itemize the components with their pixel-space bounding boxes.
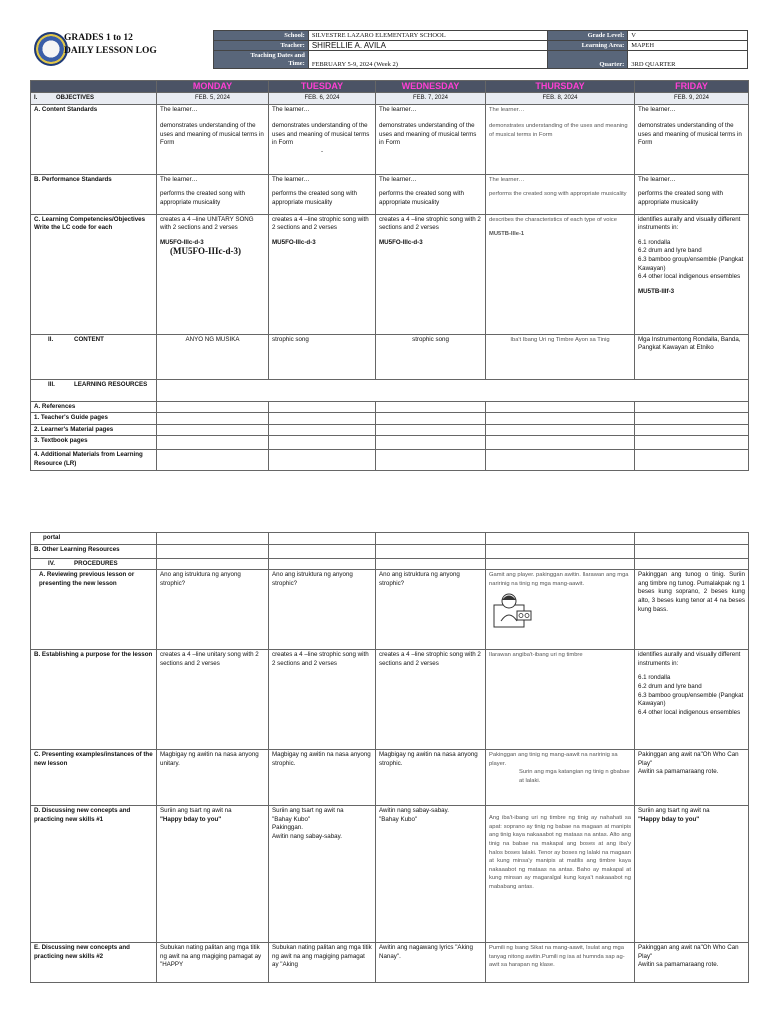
- tg-pages-label: 1. Teacher's Guide pages: [31, 413, 157, 425]
- proc-b-fri-item: 6.2 drum and lyre band: [638, 682, 702, 690]
- comp-mon-code-big: (MU5FO-IIIc-d-3): [170, 246, 241, 257]
- proc-e-tue: Subukan nating palitan ang mga titik ng awit na ang magiging pamagat ay "Aking: [269, 943, 376, 983]
- proc-a-thu-text: Gamit ang player. pakinggan awitin. Ilarawan ang mga naririnig na tinig ng mga mang-aawit.: [489, 572, 629, 587]
- perf-std-fri: [635, 174, 749, 214]
- proc-d-tue-line3: Pakinggan.: [272, 824, 303, 832]
- comp-mon-code: MU5FO-IIIc-d-3: [160, 238, 204, 246]
- objectives-label: OBJECTIVES: [56, 95, 95, 101]
- content-std-mon: [157, 104, 269, 174]
- dates-label-line2: Time:: [288, 59, 305, 67]
- proc-a-thu: [486, 570, 635, 650]
- date-tuesday: FEB. 6, 2024: [269, 93, 376, 105]
- ps-wed-intro: The learner…: [379, 175, 417, 183]
- grade-label: Grade Level:: [548, 31, 628, 41]
- title-line-2: DAILY LESSON LOG: [64, 46, 157, 56]
- proc-b-thu: Ilarawan angiba't-ibang uri ng timbre: [486, 650, 635, 750]
- content-mon: ANYO NG MUSIKA: [157, 334, 269, 379]
- content-std-wed: [376, 104, 486, 174]
- header: [30, 30, 748, 70]
- comp-fri-item: 6.4 other local indigenous ensembles: [638, 273, 741, 281]
- proc-b-fri-item: 6.3 bamboo group/ensemble (Pangkat Kawayan): [638, 691, 744, 708]
- dates-label: [214, 51, 309, 69]
- proc-b-wed: creates a 4 –line strophic song with 2 sections and 2 verses: [376, 650, 486, 750]
- proc-b-fri: [635, 650, 749, 750]
- lm-pages-label: 2. Learner's Material pages: [31, 424, 157, 436]
- perf-std-tue: [269, 174, 376, 214]
- content-num: II.: [48, 335, 54, 343]
- date-friday: FEB. 9, 2024: [635, 93, 749, 105]
- cs-thu-text: demonstrates understanding of the uses and meaning of musical terms in Form: [489, 123, 628, 138]
- dates-label-line1: Teaching Dates and: [250, 51, 305, 59]
- lesson-table-2: [30, 532, 749, 983]
- proc-d-mon-line1: Suriin ang tsart ng awit na: [160, 807, 232, 815]
- proc-d-fri-song: "Happy bday to you": [638, 815, 700, 823]
- proc-c-fri-line2: Awitin sa pamamaraang rote.: [638, 768, 719, 776]
- cs-wed-text: demonstrates understanding of the uses and meaning of musical terms in Form: [379, 122, 477, 147]
- ps-mon-intro: The learner…: [160, 175, 198, 183]
- area-value: MAPEH: [628, 41, 748, 51]
- lesson-table-1: [30, 80, 749, 471]
- content-thu: Iba't Ibang Uri ng Timbre Ayon sa Tinig: [486, 334, 635, 379]
- proc-a-tue: Ano ang istruktura ng anyong strophic?: [269, 570, 376, 650]
- perf-std-wed: [376, 174, 486, 214]
- proc-e-wed: Awitin ang nagawang lyrics "Aking Nanay".: [376, 943, 486, 983]
- date-thursday: FEB. 8, 2024: [486, 93, 635, 105]
- content-wed: strophic song: [376, 334, 486, 379]
- lesson-log-page-2: [30, 532, 748, 983]
- ps-fri-intro: The learner…: [638, 175, 676, 183]
- proc-b-label: B. Establishing a purpose for the lesson: [31, 650, 157, 750]
- cs-wed-intro: The learner…: [379, 105, 417, 113]
- cs-thu-intro: The learner…: [489, 106, 525, 113]
- proc-b-fri-text: identifies aurally and visually different instruments in:: [638, 651, 741, 667]
- proc-e-label: E. Discussing new concepts and practicing new skills #2: [31, 943, 157, 983]
- proc-d-fri-line1: Suriin ang tsart ng awit na: [638, 807, 710, 815]
- document-title: [64, 32, 157, 58]
- comp-wed-code: MU5FO-IIIc-d-3: [379, 238, 423, 246]
- day-wednesday: WEDNESDAY: [376, 81, 486, 93]
- proc-a-fri: Pakinggan ang tunog o tinig. Suriin ang timbre ng tunog. Pumalakpak ng 1 beses kung soprano, 2 beses kung alto, 3 beses kung tenor at 4 na beses kung bass.: [635, 570, 749, 650]
- teacher-value: SHIRELLIE A. AVILA: [308, 41, 548, 51]
- content-standards-label: A. Content Standards: [31, 104, 157, 174]
- procedures-num: IV.: [48, 559, 55, 567]
- proc-d-thu: Ang iba't-ibang uri ng timbre ng tinig ay nahahati sa apat: soprano ay tinig ng babae na magaan at manipis ang tinig kaya nakaaabot ng mataas na antas. Alto ang tinig na babae na makapal ang boses at ang iba'y halos boses lalaki. Tenor ay boses ng lalaki na magaan at kung minsa'y manipis at matilis ang timbre kaya nakaaabot ng mataas na antas. Baho ay makapal at kung minsan ay magaralgal kung kaya't nakaaabot ng mababang antas.: [486, 806, 635, 943]
- date-wednesday: FEB. 7, 2024: [376, 93, 486, 105]
- cs-tue-intro: The learner…: [272, 105, 310, 113]
- cs-fri-intro: The learner…: [638, 105, 676, 113]
- proc-c-wed: Magbigay ng awitin na nasa anyong strophic.: [376, 750, 486, 806]
- proc-d-fri: [635, 806, 749, 943]
- ps-fri-text: performs the created song with appropriate musicality: [638, 190, 723, 206]
- resources-label: LEARNING RESOURCES: [74, 380, 148, 388]
- date-monday: FEB. 5, 2024: [157, 93, 269, 105]
- content-fri: Mga Instrumentong Rondalla, Banda, Pangkat Kawayan at Etniko: [635, 334, 749, 379]
- resources-num: III.: [48, 380, 55, 388]
- proc-d-mon: [157, 806, 269, 943]
- proc-e-fri-line1: Pakinggan ang awit na"Oh Who Can Play": [638, 944, 739, 960]
- references-label: A. References: [31, 401, 157, 413]
- proc-c-mon: Magbigay ng awitin na nasa anyong unitary.: [157, 750, 269, 806]
- procedures-label: PROCEDURES: [74, 559, 118, 567]
- comp-fri-item: 6.1 rondalla: [638, 238, 671, 246]
- ps-mon-text: performs the created song with appropriate musicality: [160, 190, 245, 206]
- proc-a-mon: Ano ang istruktura ng anyong strophic?: [157, 570, 269, 650]
- proc-d-mon-song: "Happy bday to you": [160, 815, 222, 823]
- dates-value: FEBRUARY 5-9, 2024 (Week 2): [308, 51, 548, 69]
- cs-tue-mark: -: [320, 147, 324, 155]
- school-label: School:: [214, 31, 309, 41]
- proc-c-label: C. Presenting examples/instances of the new lesson: [31, 750, 157, 806]
- portal-label: portal: [31, 533, 157, 545]
- deped-seal-icon: [34, 32, 68, 66]
- content-tue: strophic song: [269, 334, 376, 379]
- comp-fri-code: MU5TB-IIIf-3: [638, 287, 675, 295]
- proc-c-thu-line2: Surin ang mga katangian ng tinig n gbabae at lalaki.: [519, 769, 630, 784]
- day-tuesday: TUESDAY: [269, 81, 376, 93]
- cs-tue-text: demonstrates understanding of the uses and meaning of musical terms in Form: [272, 122, 370, 147]
- comp-fri-text: identifies aurally and visually different instruments in:: [638, 215, 741, 232]
- perf-std-thu: [486, 174, 635, 214]
- student-listening-illustration: [493, 591, 533, 629]
- proc-d-tue-line4: Awitin nang sabay-sabay.: [272, 832, 342, 840]
- school-value: SILVESTRE LAZARO ELEMENTARY SCHOOL: [308, 31, 548, 41]
- comp-tue-code: MU5FO-IIIc-d-3: [272, 238, 316, 246]
- proc-e-fri: [635, 943, 749, 983]
- title-line-1: GRADES 1 to 12: [64, 33, 133, 43]
- other-resources-label: B. Other Learning Resources: [31, 544, 157, 558]
- proc-d-tue: [269, 806, 376, 943]
- proc-c-fri-line1: Pakinggan ang awit na"Oh Who Can Play": [638, 751, 739, 767]
- content-std-fri: [635, 104, 749, 174]
- day-thursday: THURSDAY: [486, 81, 635, 93]
- comp-wed: [376, 214, 486, 334]
- proc-c-tue: Magbigay ng awitin na nasa anyong strophic.: [269, 750, 376, 806]
- lesson-log-page-1: [30, 80, 748, 471]
- proc-a-wed: Ano ang istruktura ng anyong strophic?: [376, 570, 486, 650]
- comp-fri: [635, 214, 749, 334]
- perf-std-mon: [157, 174, 269, 214]
- textbook-pages-label: 3. Textbook pages: [31, 436, 157, 450]
- ps-wed-text: performs the created song with appropriate musicality: [379, 190, 464, 206]
- content-heading: [31, 334, 157, 379]
- proc-d-wed-song: "Bahay Kubo": [379, 815, 418, 823]
- quarter-value: 3RD QUARTER: [628, 51, 748, 69]
- comp-thu-code: MU5TB-IIIe-1: [489, 231, 525, 238]
- teacher-label: Teacher:: [214, 41, 309, 51]
- comp-fri-item: 6.3 bamboo group/ensemble (Pangkat Kawayan): [638, 255, 744, 272]
- proc-e-fri-line2: Awitin sa pamamaraang rote.: [638, 961, 719, 969]
- cs-mon-text: demonstrates understanding of the uses and meaning of musical terms in Form: [160, 122, 264, 147]
- proc-b-tue: creates a 4 –line strophic song with 2 sections and 2 verses: [269, 650, 376, 750]
- content-std-tue: [269, 104, 376, 174]
- quarter-label: Quarter:: [548, 51, 628, 69]
- proc-d-label: D. Discussing new concepts and practicing new skills #1: [31, 806, 157, 943]
- additional-materials-label: 4. Additional Materials from Learning Resource (LR): [31, 450, 157, 470]
- proc-d-wed: [376, 806, 486, 943]
- comp-fri-item: 6.2 drum and lyre band: [638, 247, 702, 255]
- content-label: CONTENT: [74, 335, 104, 343]
- day-monday: MONDAY: [157, 81, 269, 93]
- ps-thu-intro: The learner…: [489, 176, 525, 183]
- proc-a-label: A. Reviewing previous lesson or presenting the new lesson: [31, 570, 157, 650]
- resources-blank: [157, 379, 749, 401]
- ps-thu-text: performs the created song with appropriate musicality: [489, 191, 627, 198]
- procedures-heading: [31, 558, 157, 570]
- comp-mon-text: creates a 4 –line UNITARY SONG with 2 sections and 2 verses: [160, 215, 254, 232]
- header-info-table: [213, 30, 748, 69]
- area-label: Learning Area:: [548, 41, 628, 51]
- proc-b-mon: creates a 4 –line unitary song with 2 sections and 2 verses: [157, 650, 269, 750]
- objectives-num: I.: [34, 95, 38, 101]
- proc-d-tue-line1: Suriin ang tsart ng awit na: [272, 807, 344, 815]
- cs-fri-text: demonstrates understanding of the uses and meaning of musical terms in Form: [638, 122, 742, 147]
- comp-thu-text: describes the characteristics of each type of voice: [489, 216, 617, 223]
- proc-b-fri-item: 6.4 other local indigenous ensembles: [638, 708, 741, 716]
- proc-b-fri-item: 6.1 rondalla: [638, 674, 671, 682]
- proc-c-fri: [635, 750, 749, 806]
- grade-value: V: [628, 31, 748, 41]
- proc-e-mon: Subukan nating palitan ang mga titik ng awit na ang magiging pamagat ay "HAPPY: [157, 943, 269, 983]
- content-std-thu: [486, 104, 635, 174]
- proc-c-thu-line1: Pakinggan ang tinig ng mang-aawit na naririnig sa player.: [489, 752, 618, 767]
- resources-heading: [31, 379, 157, 401]
- proc-e-thu: Pumili ng Isang Sikat na mang-aawit, Isulat ang mga tanyag nitong awitin.Pumili ng isa at humnda sap ag-awit sa harapan ng klase.: [486, 943, 635, 983]
- comp-thu: [486, 214, 635, 334]
- day-friday: FRIDAY: [635, 81, 749, 93]
- proc-c-thu: [486, 750, 635, 806]
- proc-d-tue-song: "Bahay Kubo": [272, 815, 311, 823]
- proc-d-wed-line1: Awitin nang sabay-sabay.: [379, 807, 449, 815]
- comp-wed-text: creates a 4 –line strophic song with 2 sections and 2 verses: [379, 215, 481, 232]
- cs-mon-intro: The learner…: [160, 105, 198, 113]
- competencies-label: C. Learning Competencies/Objectives Write the LC code for each: [31, 214, 157, 334]
- ps-tue-text: performs the created song with appropriate musicality: [272, 190, 357, 206]
- comp-tue: [269, 214, 376, 334]
- comp-tue-text: creates a 4 –line strophic song with 2 sections and 2 verses: [272, 215, 369, 232]
- objectives-heading: [31, 93, 157, 105]
- ps-tue-intro: The learner…: [272, 175, 310, 183]
- performance-standards-label: B. Performance Standards: [31, 174, 157, 214]
- comp-mon: [157, 214, 269, 334]
